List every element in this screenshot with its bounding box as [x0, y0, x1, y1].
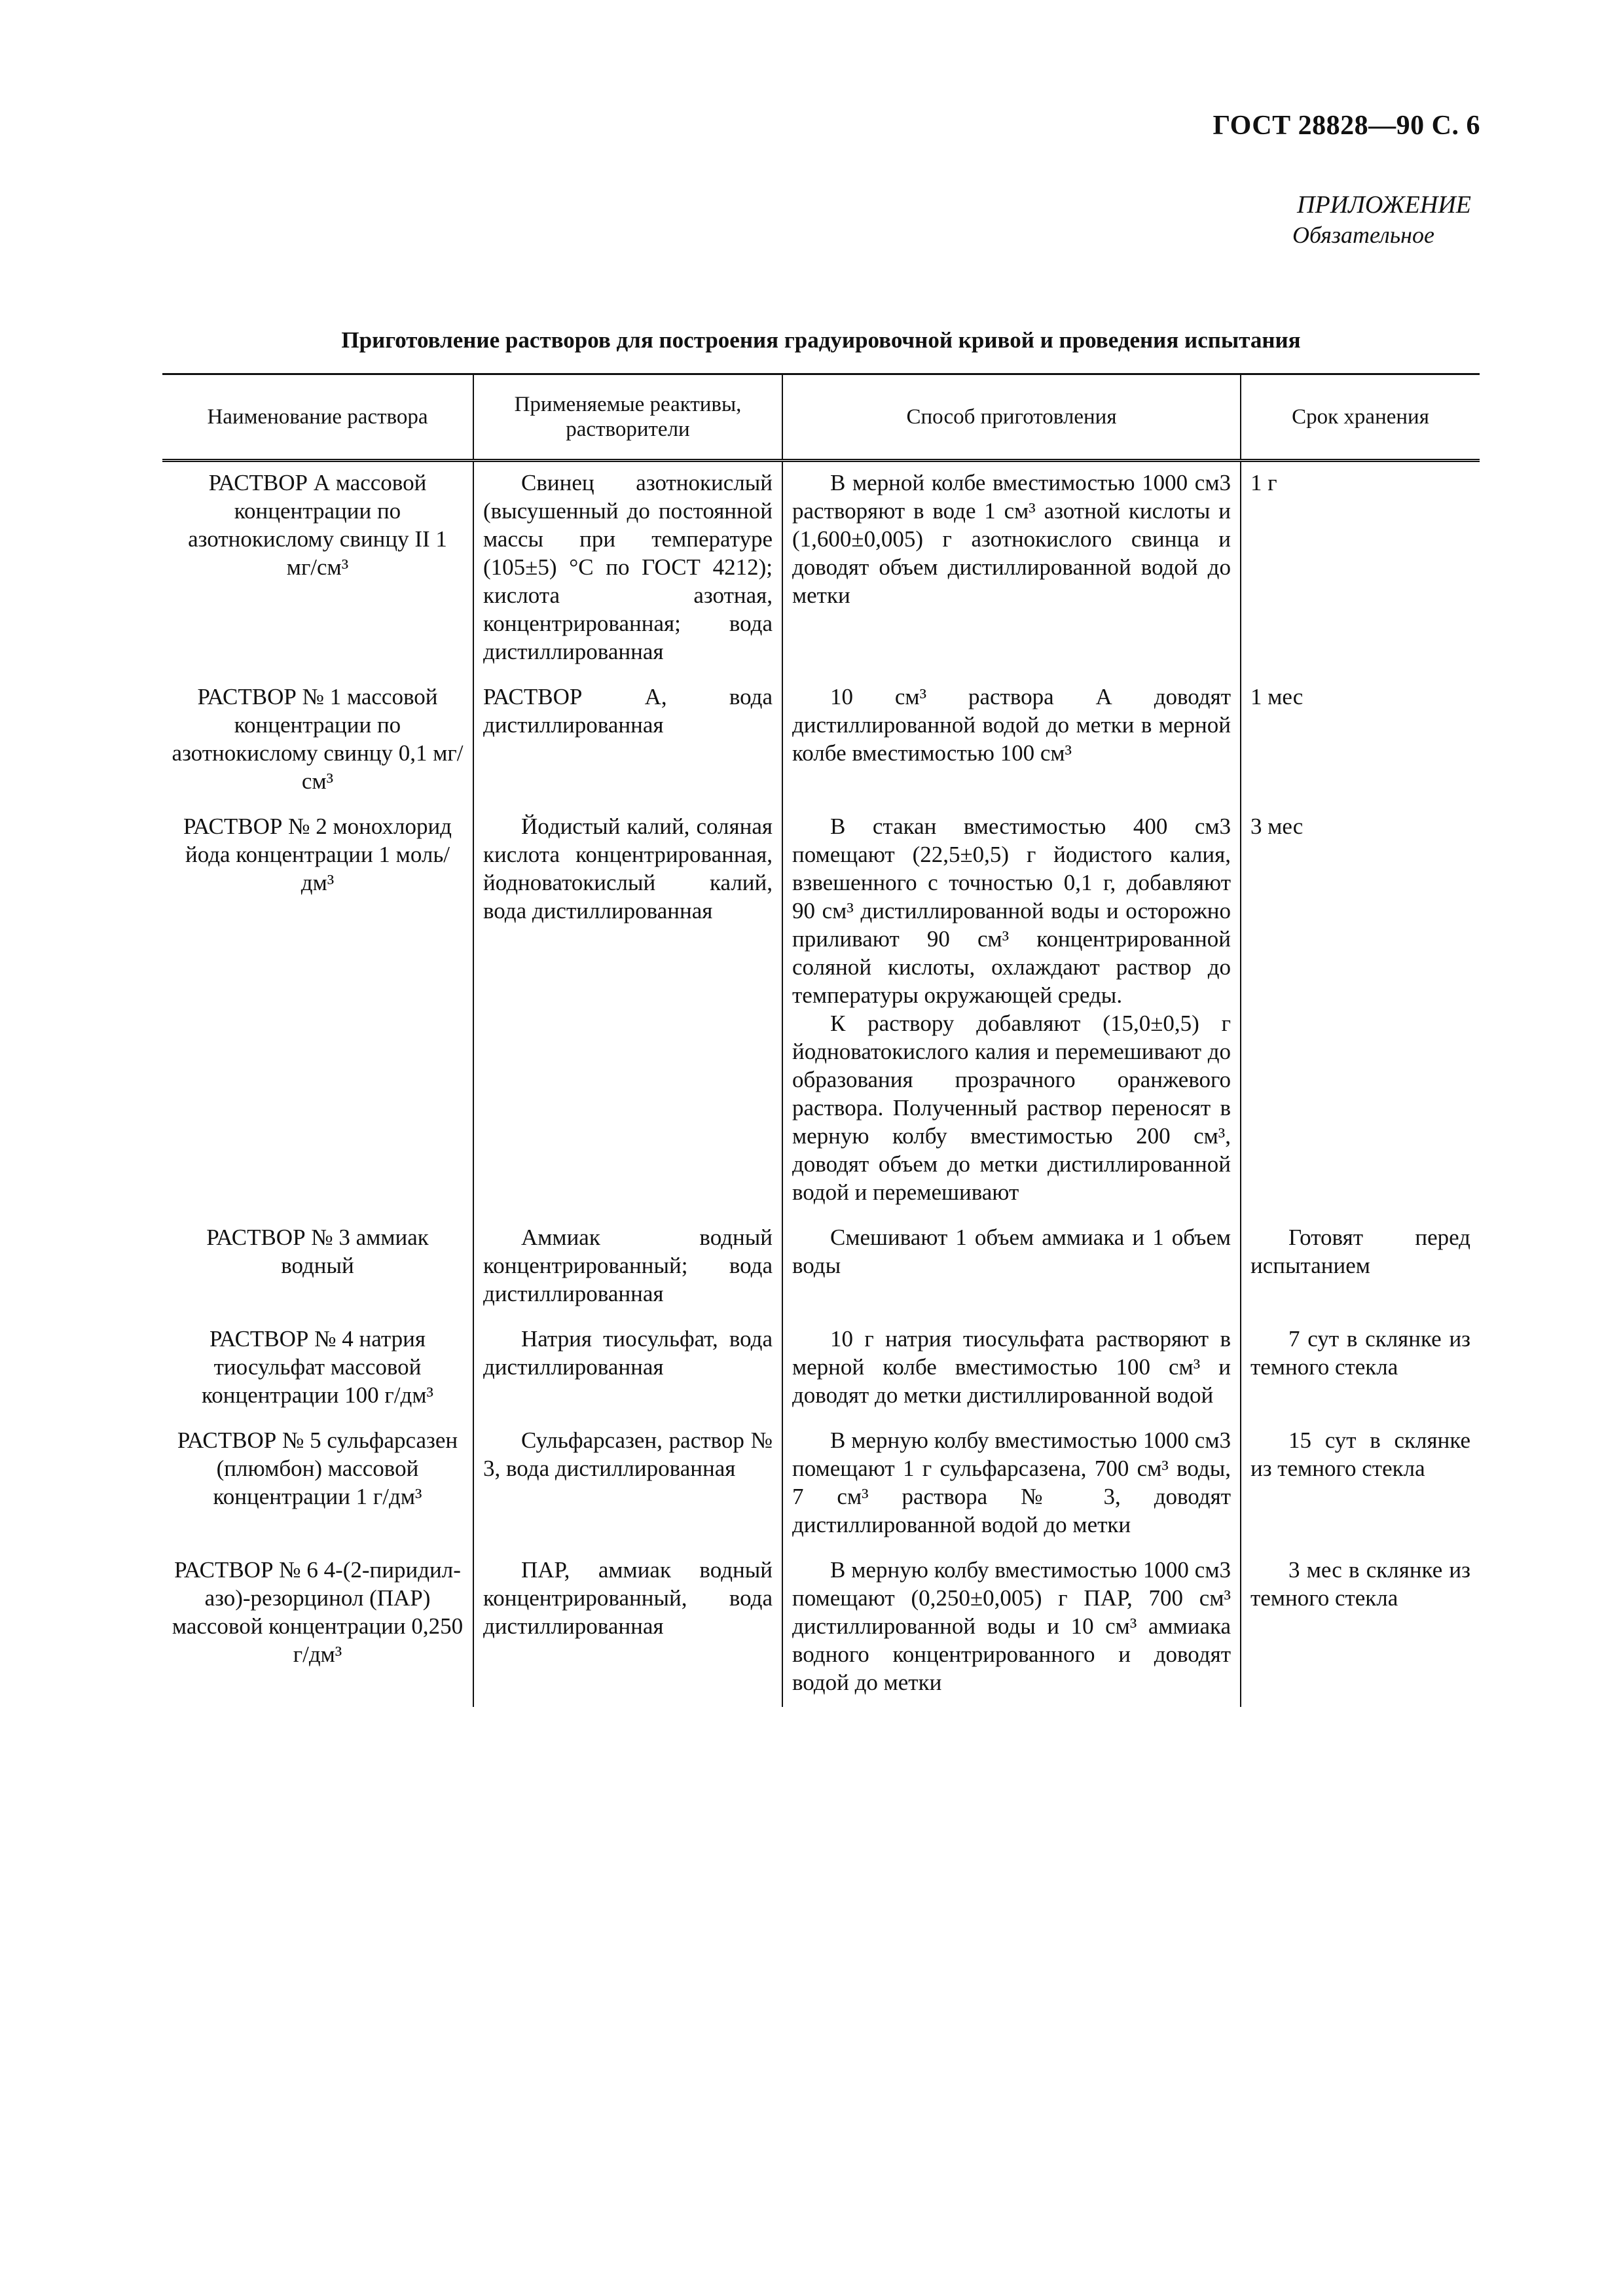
solution-name: РАСТВОР № 4 натрия тиосульфат массовой концентрации 100 г/дм³: [202, 1326, 433, 1408]
solution-reagents: Йодистый калий, соляная кислота концентрированная, йодноватокислый калий, вода дистиллированная: [473, 806, 782, 1217]
solution-method: 10 г натрия тиосульфата растворяют в мерной колбе вместимостью 100 см³ и доводят до метки дистиллированной водой: [782, 1318, 1241, 1420]
table-row: [162, 461, 1480, 677]
solution-storage: 1 г: [1241, 461, 1480, 677]
solution-method: В мерную колбу вместимостью 1000 см3 помещают 1 г сульфарсазена, 700 см³ воды, 7 см³ раствора № 3, доводят дистиллированной водой до метки: [782, 1420, 1241, 1549]
table-row: [162, 1217, 1480, 1318]
table-row: [162, 1318, 1480, 1420]
solution-storage: 7 сут в склянке из темного стекла: [1241, 1318, 1480, 1420]
appendix-title: ПРИЛОЖЕНИЕ: [1297, 191, 1471, 219]
solution-reagents: Натрия тиосульфат, вода дистиллированная: [473, 1318, 782, 1420]
appendix-subtitle: Обязательное: [1292, 222, 1434, 248]
column-header-reagents: Применяемые реактивы, растворители: [473, 374, 782, 461]
solution-method: В мерную колбу вместимостью 1000 см3 помещают (0,250±0,005) г ПАР, 700 см³ дистиллированной воды и 10 см³ аммиака водного концентрированного и доводят водой до метки: [782, 1549, 1241, 1707]
table-row: [162, 676, 1480, 806]
solution-reagents: Аммиак водный концентрированный; вода дистиллированная: [473, 1217, 782, 1318]
solution-name: РАСТВОР № 6 4-(2-пиридил-азо)-резорцинол (ПАР) массовой концентрации 0,250 г/дм³: [172, 1557, 464, 1667]
solutions-table: [162, 373, 1480, 1707]
table-row: [162, 1549, 1480, 1707]
solution-name: РАСТВОР № 3 аммиак водный: [206, 1225, 429, 1278]
solution-reagents: РАСТВОР А, вода дистиллированная: [473, 676, 782, 806]
page-header: ГОСТ 28828—90 С. 6: [1213, 111, 1480, 141]
column-header-storage: Срок хранения: [1241, 374, 1480, 461]
solution-name: РАСТВОР № 2 монохлорид йода концентрации 1 моль/дм³: [183, 814, 452, 895]
solution-reagents: Сульфарсазен, раствор № 3, вода дистиллированная: [473, 1420, 782, 1549]
table-row: [162, 1420, 1480, 1549]
solution-method: В мерной колбе вместимостью 1000 см3 растворяют в воде 1 см³ азотной кислоты и (1,600±0,005) г азотнокислого свинца и доводят объем дистиллированной водой до метки: [782, 461, 1241, 677]
solution-method: Смешивают 1 объем аммиака и 1 объем воды: [782, 1217, 1241, 1318]
table-row: [162, 806, 1480, 1217]
table-caption: Приготовление растворов для построения градуировочной кривой и проведения испытания: [341, 327, 1301, 353]
column-header-method: Способ приготовления: [782, 374, 1241, 461]
solution-name: РАСТВОР № 5 сульфарсазен (плюмбон) массовой концентрации 1 г/дм³: [177, 1427, 458, 1509]
solution-storage: 1 мес: [1241, 676, 1480, 806]
solution-method: В стакан вместимостью 400 см3 помещают (22,5±0,5) г йодистого калия, взвешенного с точностью 0,1 г, добавляют 90 см³ дистиллированной воды и осторожно приливают 90 см³ концентрированной соляной кислоты, охлаждают раствор до температуры окружающей среды. К раствору добавляют (15,0±0,5) г йодноватокислого калия и перемешивают до образования прозрачного оранжевого раствора. Полученный раствор переносят в мерную колбу вместимостью 200 см³, доводят объем до метки дистиллированной водой и перемешивают: [782, 806, 1241, 1217]
solution-reagents: ПАР, аммиак водный концентрированный, вода дистиллированная: [473, 1549, 782, 1707]
solution-storage: 15 сут в склянке из темного стекла: [1241, 1420, 1480, 1549]
column-header-name: Наименование раствора: [162, 374, 473, 461]
solution-storage: Готовят перед испытанием: [1241, 1217, 1480, 1318]
table-header-row: [162, 374, 1480, 461]
solution-name: РАСТВОР № 1 массовой концентрации по азотнокислому свинцу 0,1 мг/см³: [172, 684, 464, 794]
solution-name: РАСТВОР А массовой концентрации по азотнокислому свинцу II 1 мг/см³: [188, 470, 447, 580]
solution-storage: 3 мес: [1241, 806, 1480, 1217]
appendix-label: [1292, 190, 1471, 250]
solution-reagents: Свинец азотнокислый (высушенный до постоянной массы при температуре (105±5) °С по ГОСТ 4212); кислота азотная, концентрированная; вода дистиллированная: [473, 461, 782, 677]
solution-method: 10 см³ раствора А доводят дистиллированной водой до метки в мерной колбе вместимостью 100 см³: [782, 676, 1241, 806]
solution-storage: 3 мес в склянке из темного стекла: [1241, 1549, 1480, 1707]
